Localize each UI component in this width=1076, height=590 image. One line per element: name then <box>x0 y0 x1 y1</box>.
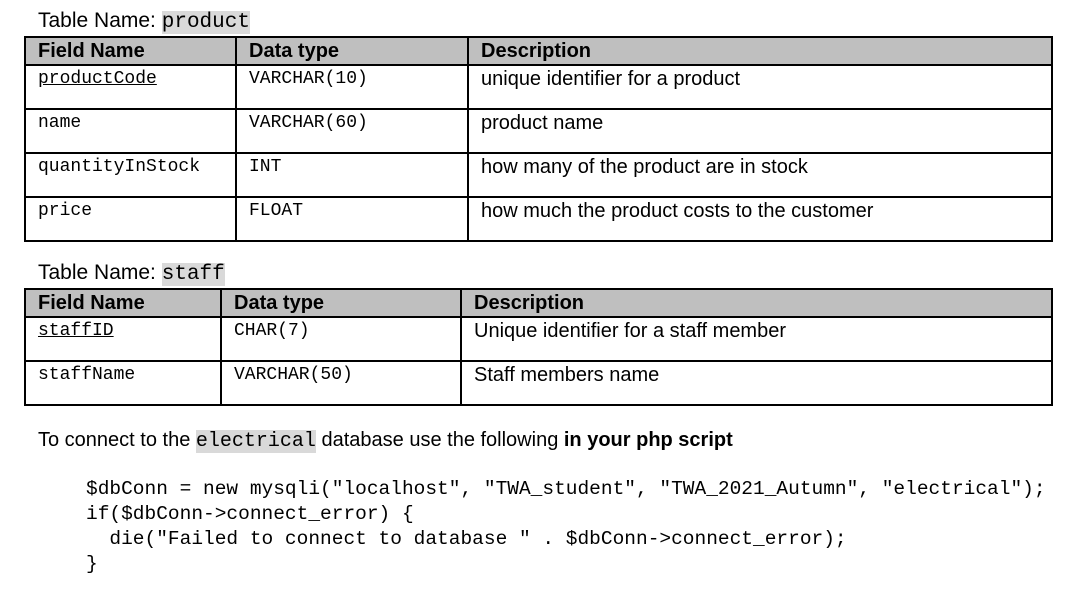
field-cell: price <box>25 197 236 241</box>
code-line: } <box>86 553 98 575</box>
field-cell: staffName <box>25 361 221 405</box>
table-name-value: product <box>161 11 250 34</box>
type-cell: VARCHAR(60) <box>236 109 468 153</box>
header-description: Description <box>468 37 1052 65</box>
table-row <box>25 109 1052 153</box>
table-name-label: Table Name: <box>38 9 162 32</box>
code-line: if($dbConn->connect_error) { <box>86 503 414 525</box>
primary-key-field: staffID <box>38 321 114 341</box>
table-header-row <box>25 37 1052 65</box>
code-line: die("Failed to connect to database " . $dbConn->connect_error); <box>86 528 847 550</box>
type-cell: INT <box>236 153 468 197</box>
table-row <box>25 65 1052 109</box>
connect-prefix: To connect to the <box>38 429 196 451</box>
field-cell: quantityInStock <box>25 153 236 197</box>
description-cell: Staff members name <box>461 361 1052 405</box>
primary-key-field: productCode <box>38 69 157 89</box>
table-row <box>25 361 1052 405</box>
type-cell: VARCHAR(10) <box>236 65 468 109</box>
header-field-name: Field Name <box>25 289 221 317</box>
table-row <box>25 317 1052 361</box>
php-code-block <box>86 477 1046 577</box>
table-name-label: Table Name: <box>38 261 162 284</box>
connect-middle: database use the following <box>315 429 564 451</box>
database-name: electrical <box>195 430 316 453</box>
product-table-title <box>38 9 250 35</box>
header-field-name: Field Name <box>25 37 236 65</box>
type-cell: CHAR(7) <box>221 317 461 361</box>
table-row <box>25 153 1052 197</box>
type-cell: FLOAT <box>236 197 468 241</box>
field-cell <box>25 317 221 361</box>
staff-schema-table <box>24 288 1053 406</box>
table-header-row <box>25 289 1052 317</box>
code-line: $dbConn = new mysqli("localhost", "TWA_student", "TWA_2021_Autumn", "electrical"); <box>86 478 1046 500</box>
table-row <box>25 197 1052 241</box>
field-cell: name <box>25 109 236 153</box>
description-cell: how much the product costs to the customer <box>468 197 1052 241</box>
table-name-value: staff <box>161 263 225 286</box>
type-cell: VARCHAR(50) <box>221 361 461 405</box>
field-cell <box>25 65 236 109</box>
product-schema-table <box>24 36 1053 242</box>
connect-instructions <box>38 428 733 454</box>
header-data-type: Data type <box>221 289 461 317</box>
header-description: Description <box>461 289 1052 317</box>
description-cell: Unique identifier for a staff member <box>461 317 1052 361</box>
description-cell: product name <box>468 109 1052 153</box>
description-cell: unique identifier for a product <box>468 65 1052 109</box>
header-data-type: Data type <box>236 37 468 65</box>
description-cell: how many of the product are in stock <box>468 153 1052 197</box>
staff-table-title <box>38 261 225 287</box>
connect-bold: in your php script <box>563 429 733 451</box>
